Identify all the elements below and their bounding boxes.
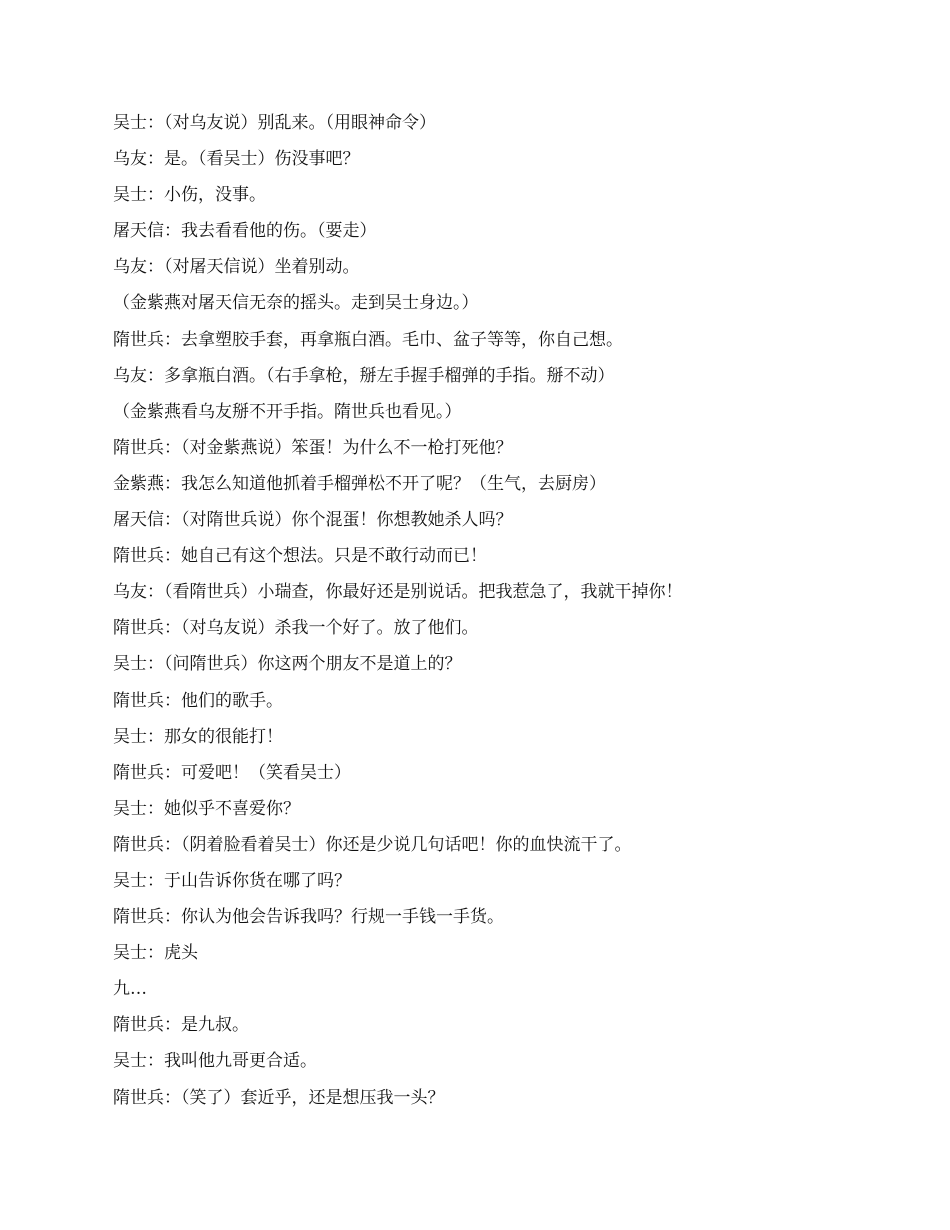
dialogue-line: 隋世兵：是九叔。	[113, 1015, 249, 1036]
dialogue-line: 乌友：多拿瓶白酒。（右手拿枪，掰左手握手榴弹的手指。掰不动）	[113, 365, 615, 386]
dialogue-line: 隋世兵：（对金紫燕说）笨蛋！为什么不一枪打死他？	[113, 437, 513, 458]
dialogue-line: （金紫燕看乌友掰不开手指。隋世兵也看见。）	[113, 401, 462, 422]
dialogue-line: 吴士：于山告诉你货在哪了吗？	[113, 870, 351, 891]
dialogue-line: 吴士：（问隋世兵）你这两个朋友不是道上的？	[113, 654, 462, 675]
dialogue-line: 隋世兵：去拿塑胶手套，再拿瓶白酒。毛巾、盆子等等，你自己想。	[113, 329, 623, 350]
dialogue-line: 屠天信：（对隋世兵说）你个混蛋！你想教她杀人吗？	[113, 510, 513, 531]
dialogue-line: 隋世兵：你认为他会告诉我吗？行规一手钱一手货。	[113, 907, 504, 928]
dialogue-line: 隋世兵：（阴着脸看着吴士）你还是少说几句话吧！你的血快流干了。	[113, 834, 632, 855]
dialogue-line: 屠天信：我去看看他的伤。（要走）	[113, 221, 377, 242]
script-dialogue	[113, 108, 873, 1119]
dialogue-line: 隋世兵：她自己有这个想法。只是不敢行动而已！	[113, 546, 487, 567]
dialogue-line: 乌友：（对屠天信说）坐着别动。	[113, 257, 360, 278]
dialogue-line: 乌友：是。（看吴士）伤没事吧？	[113, 149, 360, 170]
dialogue-line: 隋世兵：他们的歌手。	[113, 690, 283, 711]
dialogue-line: 吴士：（对乌友说）别乱来。（用眼神命令）	[113, 113, 436, 133]
dialogue-line: 吴士：她似乎不喜爱你？	[113, 798, 300, 819]
dialogue-line: 乌友：（看隋世兵）小瑞查，你最好还是别说话。把我惹急了，我就干掉你！	[113, 582, 683, 603]
dialogue-line: （金紫燕对屠天信无奈的摇头。走到吴士身边。）	[113, 293, 479, 314]
dialogue-line: 九…	[113, 979, 147, 1000]
dialogue-line: 吴士：我叫他九哥更合适。	[113, 1051, 317, 1072]
dialogue-line: 吴士：小伤，没事。	[113, 185, 266, 206]
dialogue-line: 隋世兵：（对乌友说）杀我一个好了。放了他们。	[113, 618, 479, 639]
dialogue-line: 隋世兵：可爱吧！（笑看吴士）	[113, 762, 351, 783]
dialogue-line: 金紫燕：我怎么知道他抓着手榴弹松不开了呢？（生气，去厨房）	[113, 473, 606, 494]
dialogue-line: 吴士：那女的很能打！	[113, 726, 283, 747]
dialogue-line: 吴士：虎头	[113, 943, 198, 964]
dialogue-line: 隋世兵：（笑了）套近乎，还是想压我一头？	[113, 1087, 445, 1108]
